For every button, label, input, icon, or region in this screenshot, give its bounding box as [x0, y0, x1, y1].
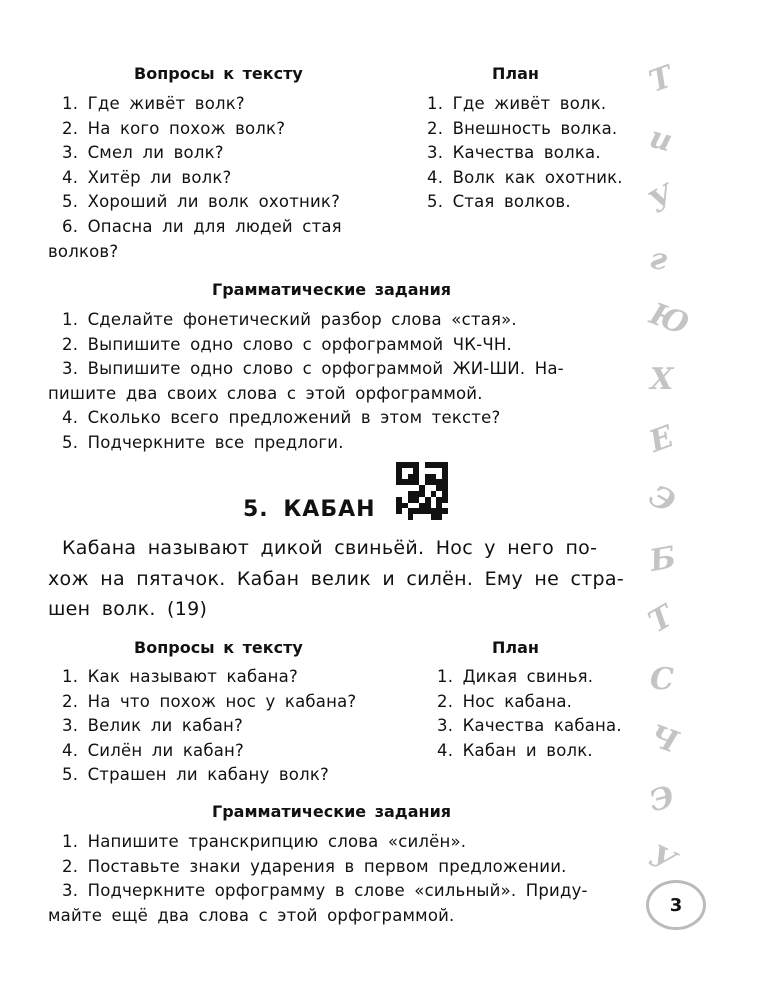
grammar-header: Грамматические задания — [212, 280, 452, 299]
list-item: 5. Стая волков. — [427, 192, 571, 212]
text-line: хож на пятачок. Кабан велик и силён. Ему не стра- — [48, 567, 625, 590]
margin-letter: У — [642, 178, 682, 221]
margin-letter: Э — [642, 478, 682, 521]
list-item: 6. Опасна ли для людей стая — [62, 216, 342, 236]
list-item: 4. Силён ли кабан? — [62, 740, 244, 760]
list-item: 5. Страшен ли кабану волк? — [62, 765, 329, 785]
margin-letter: У — [643, 838, 681, 881]
grammar-list — [48, 308, 564, 456]
margin-letter: Ю — [645, 296, 694, 343]
questions-header: Вопросы к тексту — [134, 638, 303, 657]
text-line: шен волк. (19) — [48, 598, 208, 620]
list-item: 4. Хитёр ли волк? — [62, 167, 232, 187]
list-item: 5. Хороший ли волк охотник? — [62, 192, 341, 212]
margin-letter: Е — [644, 419, 679, 460]
grammar-header: Грамматические задания — [212, 802, 452, 821]
list-item: 2. На что похож нос у кабана? — [62, 691, 357, 711]
list-item: 4. Сколько всего предложений в этом тексте? — [62, 408, 501, 428]
list-item: 3. Качества кабана. — [437, 716, 622, 736]
margin-letter: и — [645, 119, 676, 160]
margin-letter: г — [647, 240, 670, 279]
plan-header: План — [492, 638, 539, 657]
list-item: 3. Подчеркните орфограмму в слове «сильный». Приду- — [62, 881, 588, 901]
margin-letter: Ч — [644, 718, 683, 761]
questions-list — [48, 92, 388, 264]
list-item: 1. Сделайте фонетический разбор слова «стая». — [62, 310, 517, 329]
margin-letter: Т — [642, 598, 680, 641]
list-item: 2. Нос кабана. — [437, 691, 573, 711]
list-item: 2. Выпишите одно слово с орфограммой ЧК-ЧН. — [62, 334, 512, 354]
list-item: 2. Поставьте знаки ударения в первом предложении. — [62, 856, 567, 876]
story-text — [48, 533, 624, 625]
list-item: 2. На кого похож волк? — [62, 118, 286, 138]
grammar-list — [48, 830, 588, 928]
list-item: 5. Подчеркните все предлоги. — [62, 432, 344, 452]
list-item: 2. Внешность волка. — [427, 118, 618, 138]
questions-header: Вопросы к тексту — [134, 64, 303, 83]
list-item: 4. Волк как охотник. — [427, 167, 623, 187]
list-item: 1. Как называют кабана? — [62, 667, 298, 686]
list-item: 1. Где живёт волк? — [62, 94, 245, 113]
qr-module — [442, 514, 448, 520]
list-item: 3. Качества волка. — [427, 143, 601, 163]
margin-letter: С — [650, 662, 674, 697]
list-item-continuation: майте ещё два слова с этой орфограммой. — [48, 905, 455, 925]
margin-letter: Х — [650, 362, 674, 397]
list-item: 4. Кабан и волк. — [437, 740, 593, 760]
margin-letter: Э — [645, 779, 678, 820]
plan-list — [427, 92, 623, 215]
list-item-continuation: волков? — [48, 241, 119, 261]
margin-letter: Т — [644, 59, 678, 100]
plan-list — [437, 665, 622, 763]
margin-letter: Б — [647, 540, 679, 579]
page-number: 3 — [646, 880, 706, 930]
qr-code[interactable] — [396, 462, 448, 520]
section-title: 5. КАБАН — [243, 497, 376, 522]
questions-list — [48, 665, 356, 788]
list-item: 1. Напишите транскрипцию слова «силён». — [62, 832, 467, 851]
list-item-continuation: пишите два своих слова с этой орфограммой. — [48, 383, 483, 403]
list-item: 1. Где живёт волк. — [427, 94, 607, 113]
list-item: 1. Дикая свинья. — [437, 667, 594, 686]
list-item: 3. Смел ли волк? — [62, 143, 224, 163]
plan-header: План — [492, 64, 539, 83]
list-item: 3. Выпишите одно слово с орфограммой ЖИ-ШИ. На- — [62, 359, 564, 379]
list-item: 3. Велик ли кабан? — [62, 716, 243, 736]
text-line: Кабана называют дикой свиньёй. Нос у него по- — [62, 537, 598, 559]
